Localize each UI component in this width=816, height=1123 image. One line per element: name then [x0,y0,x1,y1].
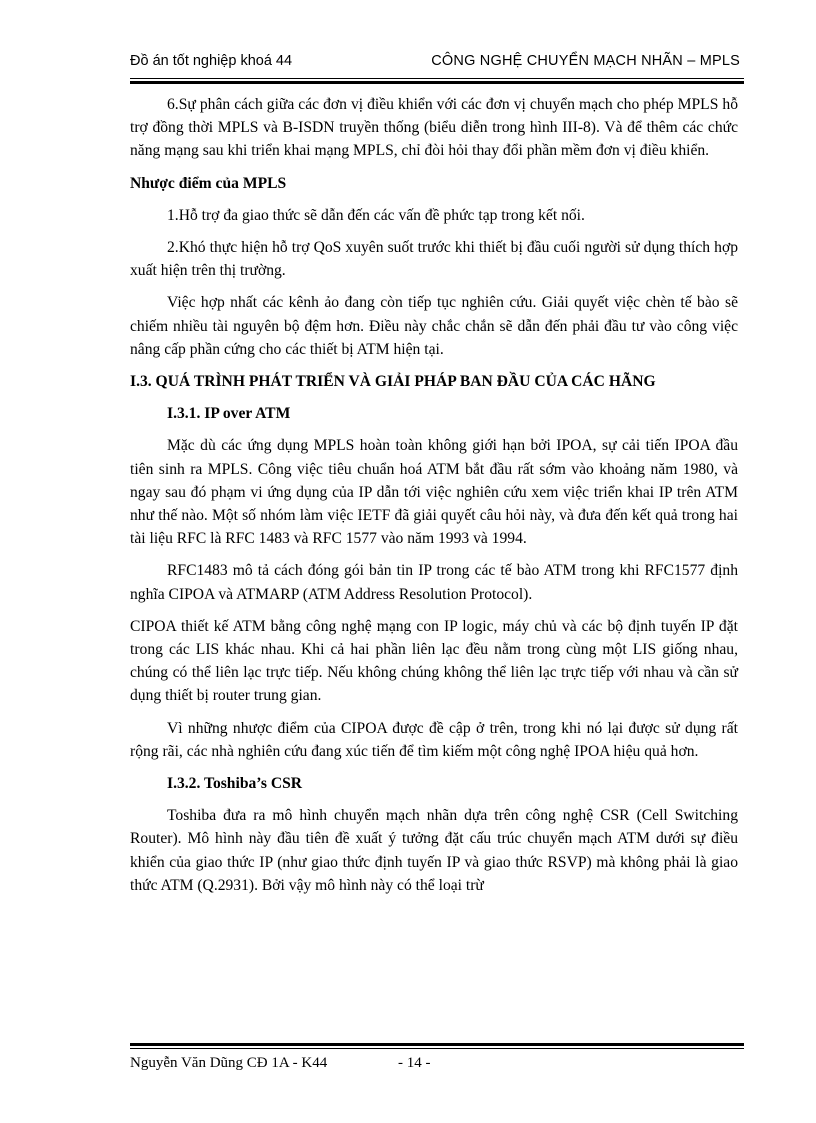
paragraph-vc-merging: Việc hợp nhất các kênh ảo đang còn tiếp tục nghiên cứu. Giải quyết việc chèn tế bào sẽ chiếm nhiều tài nguyên bộ đệm hơn. Điều này chắc chắn sẽ dẫn đến phải đầu tư vào công việc nâng cấp phần cứng cho các thiết bị ATM hiện tại. [130,294,738,358]
heading-disadvantages: Nhược điểm của MPLS [130,174,287,192]
heading-section-1-3: I.3. QUÁ TRÌNH PHÁT TRIỂN VÀ GIẢI PHÁP BAN ĐẦU CỦA CÁC HÃNG [130,373,656,391]
header-topic-title: CÔNG NGHỆ CHUYỂN MẠCH NHÃN – MPLS [431,53,740,69]
header-rule-thin [130,78,744,79]
footer-rule-thick [130,1043,744,1046]
paragraph-disadvantage-2: 2.Khó thực hiện hỗ trợ QoS xuyên suốt trước khi thiết bị đầu cuối người sử dụng thích hợp xuất hiện trên thị trường. [130,239,738,280]
page-footer [130,1055,740,1077]
heading-toshiba-csr: I.3.2. Toshiba’s CSR [167,775,303,793]
page-body [130,93,738,906]
paragraph-cipoa-drawbacks: Vì những nhược điểm của CIPOA được đề cập ở trên, trong khi nó lại được sử dụng rất rộng rãi, các nhà nghiên cứu đang xúc tiến để tìm kiếm một công nghệ IPOA hiệu quả hơn. [130,719,738,760]
header-thesis-label: Đồ án tốt nghiệp khoá 44 [130,53,293,69]
paragraph-6-separation: 6.Sự phân cách giữa các đơn vị điều khiển với các đơn vị chuyển mạch cho phép MPLS hỗ trợ đồng thời MPLS và B-ISDN truyền thống (biểu diễn trong hình III-8). Và để thêm các chức năng mạng sau khi triển khai mạng MPLS, chỉ đòi hỏi thay đổi phần mềm đơn vị điều khiển. [130,96,738,160]
paragraph-toshiba-csr: Toshiba đưa ra mô hình chuyển mạch nhãn dựa trên công nghệ CSR (Cell Switching Router). Mô hình này đầu tiên đề xuất ý tưởng đặt cấu trúc chuyển mạch ATM dưới sự điều khiển của giao thức IP (như giao thức định tuyến IP và giao thức RSVP) mà không phải là giao thức ATM (Q.2931). Bởi vậy mô hình này có thể loại trừ [130,807,738,894]
page-number: - 14 - [398,1055,431,1071]
paragraph-rfc1483: RFC1483 mô tả cách đóng gói bản tin IP trong các tế bào ATM trong khi RFC1577 định nghĩa CIPOA và ATMARP (ATM Address Resolution Protocol). [130,562,738,603]
header-rule-thick [130,81,744,84]
footer-author: Nguyễn Văn Dũng CĐ 1A - K44 [130,1055,328,1071]
paragraph-ipoa-history: Mặc dù các ứng dụng MPLS hoàn toàn không giới hạn bởi IPOA, sự cải tiến IPOA đầu tiên sinh ra MPLS. Công việc tiêu chuẩn hoá ATM bắt đầu rất sớm vào khoảng năm 1980, và ngay sau đó phạm vi ứng dụng của IP dẫn tới việc nghiên cứu xem việc triển khai IP trên ATM như thế nào. Một số nhóm làm việc IETF đã giải quyết câu hỏi này, và đưa đến kết quả trong hai tài liệu RFC là RFC 1483 và RFC 1577 vào năm 1993 và 1994. [130,437,738,548]
page-header [130,53,740,75]
paragraph-disadvantage-1: 1.Hỗ trợ đa giao thức sẽ dẫn đến các vấn đề phức tạp trong kết nối. [167,206,585,224]
footer-rule-thin [130,1048,744,1049]
heading-ip-over-atm: I.3.1. IP over ATM [167,405,291,423]
paragraph-cipoa-design: CIPOA thiết kế ATM bằng công nghệ mạng con IP logic, máy chủ và các bộ định tuyến IP đặt trong các LIS khác nhau. Khi cả hai phần liên lạc đều nằm trong cùng một LIS giống nhau, chúng có thể liên lạc trực tiếp. Nếu không chúng không thể liên lạc trực tiếp với nhau và cần sử dụng thiết bị router trung gian. [130,617,738,705]
